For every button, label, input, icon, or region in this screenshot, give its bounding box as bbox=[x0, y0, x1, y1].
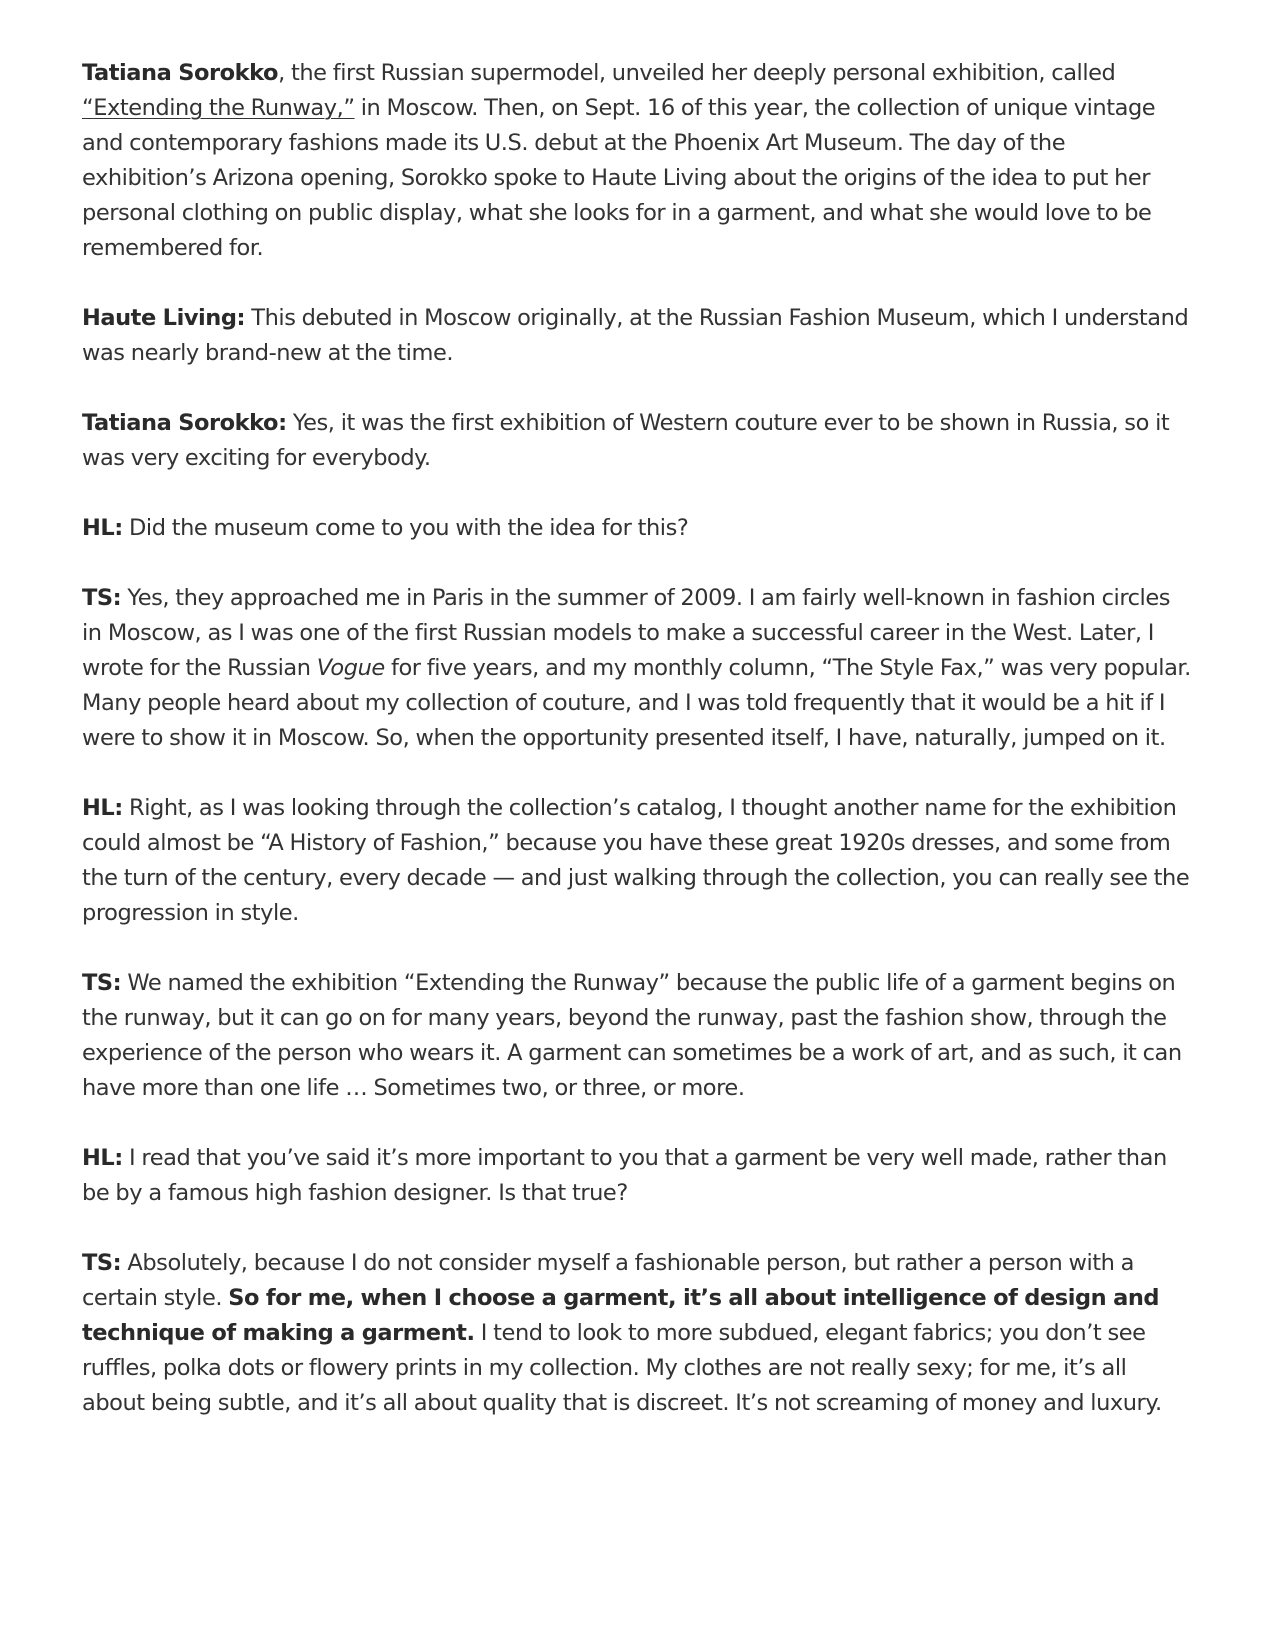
qa-paragraph bbox=[82, 511, 1192, 546]
intro-text-b: in Moscow. Then, on Sept. 16 of this year, the collection of unique vintage and contemporary fashions made its U.S. debut at the Phoenix Art Museum. The day of the exhibition’s Arizona opening, Sorokko spoke to Haute Living about the origins of the idea to put her personal clothing on public display, what she looks for in a garment, and what she would love to be remembered for. bbox=[82, 95, 1156, 261]
speaker-label: HL: bbox=[82, 1145, 123, 1171]
qa-paragraph bbox=[82, 791, 1192, 931]
intro-text-a: , the first Russian supermodel, unveiled her deeply personal exhibition, called bbox=[278, 60, 1116, 86]
qa-paragraph bbox=[82, 301, 1192, 371]
qa-text: This debuted in Moscow originally, at the Russian Fashion Museum, which I understand was nearly brand-new at the time. bbox=[82, 305, 1189, 366]
qa-text: Yes, it was the first exhibition of Western couture ever to be shown in Russia, so it was very exciting for everybody. bbox=[82, 410, 1170, 471]
qa-text: We named the exhibition “Extending the Runway” because the public life of a garment begins on the runway, but it can go on for many years, beyond the runway, past the fashion show, through the experience of the person who wears it. A garment can sometimes be a work of art, and as such, it can have more than one life … Sometimes two, or three, or more. bbox=[82, 970, 1182, 1101]
qa-text: Did the museum come to you with the idea for this? bbox=[122, 515, 689, 541]
speaker-label: Haute Living: bbox=[82, 305, 246, 331]
article-body bbox=[82, 56, 1192, 1456]
emphasis-quote: So for me, when I choose a garment, it’s all about intelligence of design and technique of making a garment. bbox=[82, 1285, 1160, 1346]
qa-text: I read that you’ve said it’s more important to you that a garment be very well made, rather than be by a famous high fashion designer. Is that true? bbox=[82, 1145, 1167, 1206]
qa-text: I tend to look to more subdued, elegant fabrics; you don’t see ruffles, polka dots or flowery prints in my collection. My clothes are not really sexy; for me, it’s all about being subtle, and it’s all about quality that is discreet. It’s not screaming of money and luxury. bbox=[82, 1320, 1162, 1416]
qa-text: Right, as I was looking through the collection’s catalog, I thought another name for the exhibition could almost be “A History of Fashion,” because you have these great 1920s dresses, and some from the turn of the century, every decade — and just walking through the collection, you can really see the progression in style. bbox=[82, 795, 1190, 926]
qa-paragraph bbox=[82, 581, 1192, 756]
qa-text: Yes, they approached me in Paris in the summer of 2009. I am fairly well-known in fashion circles in Moscow, as I was one of the first Russian models to make a successful career in the West. Later, I wrote for the Russian bbox=[82, 585, 1171, 681]
qa-paragraph bbox=[82, 1246, 1192, 1421]
qa-paragraph bbox=[82, 1141, 1192, 1211]
qa-text: Absolutely, because I do not consider myself a fashionable person, but rather a person with a certain style. bbox=[82, 1250, 1134, 1311]
vogue-title: Vogue bbox=[316, 655, 385, 681]
speaker-label: HL: bbox=[82, 515, 123, 541]
qa-paragraph bbox=[82, 966, 1192, 1106]
qa-paragraph bbox=[82, 406, 1192, 476]
subject-name: Tatiana Sorokko bbox=[82, 60, 279, 86]
speaker-label: TS: bbox=[82, 970, 122, 996]
qa-text: for five years, and my monthly column, “The Style Fax,” was very popular. Many people heard about my collection of couture, and I was told frequently that it would be a hit if I were to show it in Moscow. So, when the opportunity presented itself, I have, naturally, jumped on it. bbox=[82, 655, 1191, 751]
intro-paragraph bbox=[82, 56, 1192, 266]
speaker-label: HL: bbox=[82, 795, 123, 821]
exhibition-link[interactable]: “Extending the Runway,” bbox=[82, 95, 355, 121]
speaker-label: TS: bbox=[82, 1250, 122, 1276]
speaker-label: TS: bbox=[82, 585, 122, 611]
speaker-label: Tatiana Sorokko: bbox=[82, 410, 287, 436]
